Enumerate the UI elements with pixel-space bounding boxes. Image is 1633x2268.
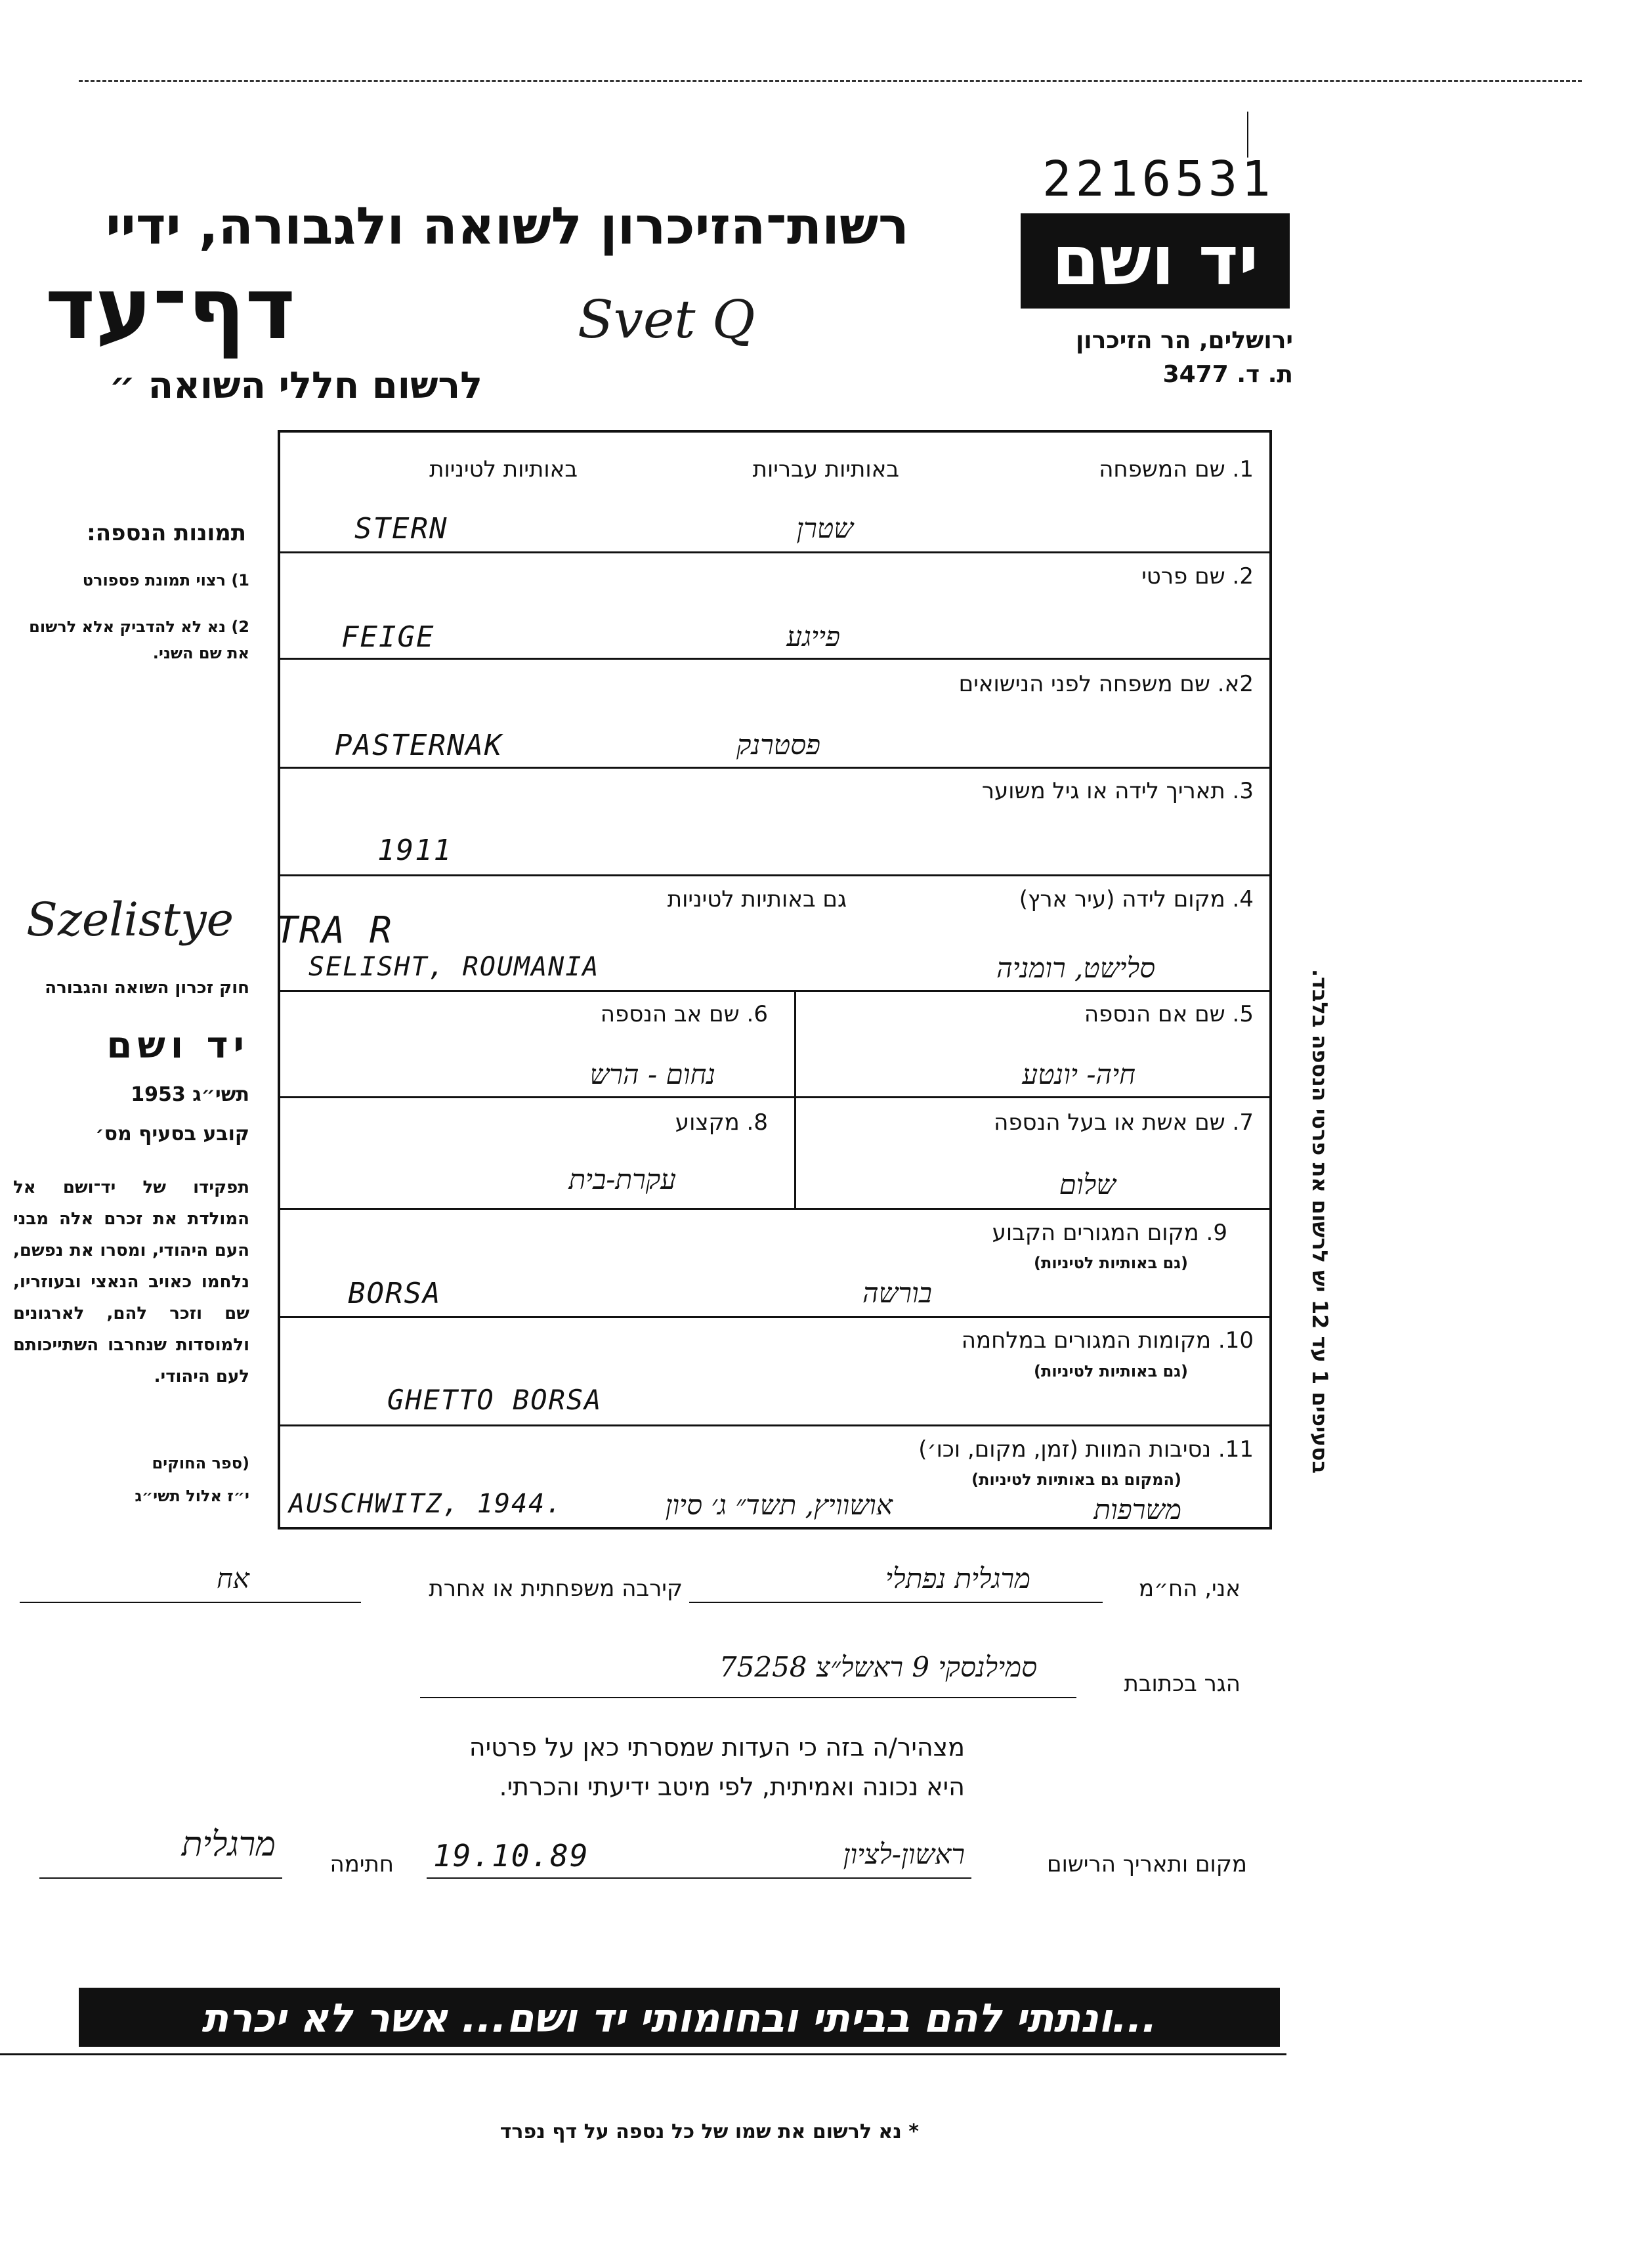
field-11-note: (המקום גם באותיות לטיניות) [971, 1470, 1181, 1489]
declarant-value[interactable]: מרגלית נפתלי [885, 1562, 1030, 1594]
signature-value[interactable]: מרגלית [181, 1825, 276, 1864]
field-11-hebrew-value[interactable]: אושוויץ, תשד״ ג׳ סיון [665, 1489, 893, 1521]
row-divider-3 [278, 874, 1272, 876]
field-4-extra: TRA R [276, 909, 393, 952]
place-value[interactable]: ראשון-לציון [843, 1838, 965, 1870]
law-year: תשי״ג 1953 [131, 1083, 249, 1106]
place-date-label: מקום ותאריך הרישום [1047, 1851, 1247, 1877]
row-divider-2 [278, 658, 1272, 660]
signature-label: חתימה [329, 1851, 394, 1877]
row-divider-5 [278, 1096, 1272, 1098]
field-2-hebrew-value[interactable]: פייגע [786, 620, 840, 653]
law-date: י״ז אלול תשי״ג [135, 1487, 249, 1505]
field-2a-latin-value[interactable]: PASTERNAK [335, 729, 503, 762]
address-label: הגר בכתובת [1124, 1671, 1241, 1697]
relation-label: קירבה משפחתית או אחרת [429, 1575, 683, 1602]
page-title: דף־עד [45, 259, 295, 358]
field-2-label: 2. שם פרטי [1141, 563, 1254, 589]
field-2a-label: 2א. שם משפחה לפני הנישואים [958, 671, 1254, 697]
declarant-label: אני, הח״מ [1139, 1575, 1241, 1602]
photo-title: תמונות הנספה: [87, 520, 246, 546]
field-11-latin-value[interactable]: AUSCHWITZ, 1944. [289, 1489, 563, 1519]
photo-note-1: 1) רצוי תמונת פספורט [82, 571, 249, 589]
yad-vashem-logo: יד ושם [1021, 213, 1290, 309]
law-line: חוק זכרון השואה והגבורה [45, 978, 249, 998]
field-10-label: 10. מקומות המגורים במלחמה [961, 1327, 1254, 1354]
field-4-hebrew-value[interactable]: סלישט, רומניה [996, 952, 1155, 984]
declarant-line [689, 1602, 1103, 1603]
address-line [420, 1697, 1076, 1698]
date-value[interactable]: 19.10.89 [433, 1838, 589, 1873]
field-7-label: 7. שם אשת או בעל הנספה [994, 1109, 1254, 1136]
field-10-value[interactable]: GHETTO BORSA [387, 1384, 603, 1416]
statement-line-2: היא נכונה ואמיתית, לפי מיטב ידיעתי והכרתי. [499, 1772, 965, 1801]
field-6-value[interactable]: נחום - הרש [589, 1058, 715, 1090]
field-5-label: 5. שם אם הנספה [1084, 1001, 1254, 1027]
place-date-line [427, 1877, 971, 1879]
column-header-hebrew: באותיות עבריות [752, 456, 899, 482]
field-7-value[interactable]: שלום [1059, 1168, 1116, 1201]
row-divider-2a [278, 767, 1272, 769]
field-4-latin-value[interactable]: SELISHT, ROUMANIA [308, 952, 600, 982]
field-2a-hebrew-value[interactable]: פסטרנק [736, 729, 820, 761]
handwritten-scribble: Svet Q [578, 289, 755, 350]
field-1-label: 1. שם המשפחה [1099, 456, 1254, 482]
field-11-label: 11. נסיבות המוות (זמן, מקום, וכו׳) [918, 1436, 1254, 1463]
field-6-label: 6. שם אב הנספה [600, 1001, 768, 1027]
row-divider-1 [278, 551, 1272, 553]
banner-underline [0, 2053, 1286, 2055]
field-1-latin-value[interactable]: STERN [354, 512, 448, 546]
field-9-hebrew-value[interactable]: בורשה [862, 1277, 932, 1309]
field-5-value[interactable]: חיה- יונטע [1022, 1058, 1135, 1090]
field-4-label: 4. מקום לידה (עיר ארץ) [1019, 886, 1254, 912]
signature-line [39, 1877, 282, 1879]
address-value[interactable]: סמילנסקי 9 ראשל״צ 75258 [719, 1651, 1037, 1683]
relation-value[interactable]: אח [216, 1562, 249, 1594]
row-divider-7 [278, 1208, 1272, 1210]
footer-note: * נא לרשום את שמו של כל נספה על דף נפרד [499, 2120, 919, 2143]
top-rule [79, 80, 1582, 82]
column-divider [794, 990, 796, 1208]
law-clause: קובע בסעיף מס׳ [95, 1123, 249, 1145]
law-text: תפקידו של יד־ושם אל המולדת את זכרם אלה מבני העם היהודי, ומסרו את נפשם, נלחמו כאויב הנאצי ובעוזריו, שם וזכר להם, לארגונים ולמוסדות שנחרבו השתייכותם לעם היהודי. [13, 1178, 249, 1386]
page-subtitle: לרשום חללי השואה ״ [109, 364, 482, 407]
field-9-label: 9. מקום המגורים הקבוע [992, 1220, 1227, 1246]
law-reference: (ספר החוקים [152, 1454, 249, 1472]
handwritten-birthplace: Szelistye [26, 893, 234, 947]
field-4-note: גם באותיות לטיניות [667, 886, 847, 912]
field-8-label: 8. מקצוע [675, 1109, 768, 1136]
field-3-value[interactable]: 1911 [377, 834, 452, 867]
field-9-note: (גם באותיות לטיניות) [1034, 1254, 1188, 1272]
document-number: 2216531 [1042, 151, 1275, 207]
vertical-note: בסעיפים 1 עד 12 יש לרשום את פרטי הנספה בלבד. [1307, 968, 1332, 1474]
field-10-note: (גם באותיות לטיניות) [1034, 1362, 1188, 1380]
address-line-1: ירושלים, הר הזיכרון [1075, 327, 1293, 354]
organization-title: רשות־הזיכרון לשואה ולגבורה, ידיי [105, 197, 909, 256]
relation-line [20, 1602, 361, 1603]
photo-note-2: 2) נא לא להדביק אלא לרשום את שם השני. [29, 618, 249, 662]
field-1-hebrew-value[interactable]: שטרן [796, 512, 853, 544]
law-title: יד ושם [106, 1024, 249, 1067]
address-line-2: ת. ד. 3477 [1162, 361, 1293, 388]
row-divider-4 [278, 990, 1272, 992]
field-3-label: 3. תאריך לידה או גיל משוער [981, 778, 1254, 804]
field-9-latin-value[interactable]: BORSA [348, 1277, 442, 1310]
row-divider-10 [278, 1424, 1272, 1426]
column-header-latin: באותיות לטיניות [429, 456, 578, 482]
field-8-value[interactable]: עקרת-בית [568, 1163, 676, 1195]
field-2-latin-value[interactable]: FEIGE [341, 620, 435, 654]
statement-line-1: מצהיר/ה בזה כי העדות שמסרתי כאן על פרטיה [469, 1733, 965, 1762]
row-divider-9 [278, 1316, 1272, 1318]
banner-text: ...ונתתי להם בביתי ובחומותי יד ושם... אשר לא יכרת [201, 1996, 1157, 2042]
field-11-extra: משרפות [1093, 1493, 1181, 1526]
